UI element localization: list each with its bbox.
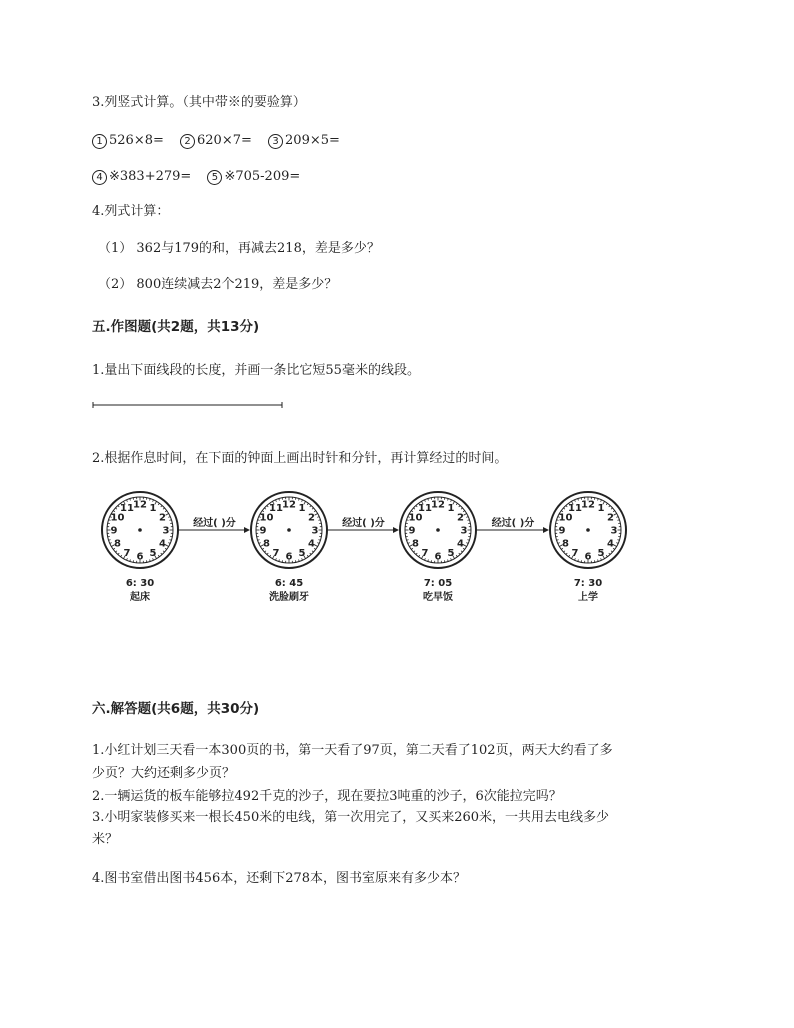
section-5-q1: 1.量出下面线段的长度，并画一条比它短55毫米的线段。: [92, 363, 420, 378]
arrow-head-icon: [543, 527, 549, 533]
clock-tick: [425, 500, 426, 502]
calc-expression: 620×7=: [197, 133, 252, 148]
clock-number: 6: [584, 551, 592, 563]
clock-tick: [609, 553, 610, 554]
clock-number: 7: [421, 548, 429, 560]
clock-number: 12: [282, 499, 296, 511]
clock-number: 5: [447, 548, 455, 560]
clock-number: 1: [597, 502, 605, 514]
circled-number: 2: [180, 134, 195, 149]
calc-expression: ※705-209=: [224, 169, 301, 184]
q3-title: 3.列竖式计算。（其中带※的要验算）: [92, 95, 306, 110]
clock-number: 3: [311, 525, 319, 537]
clock-number: 4: [607, 538, 615, 550]
clock-tick: [153, 500, 154, 502]
section-5-q2: 2.根据作息时间，在下面的钟面上画出时针和分针，再计算经过的时间。: [92, 451, 508, 466]
clock-tick: [609, 505, 610, 506]
clock-number: 9: [408, 525, 416, 537]
clock-tick: [611, 508, 612, 509]
clock-center-dot: [586, 528, 590, 532]
clock-tick: [264, 551, 265, 552]
arrow-label: 经过( )分: [193, 518, 236, 529]
clock-tick: [168, 543, 170, 544]
arrow-head-icon: [393, 527, 399, 533]
clock-number: 11: [418, 502, 432, 514]
clock-number: 7: [571, 548, 579, 560]
clock-number: 3: [610, 525, 618, 537]
clock-tick: [267, 553, 268, 554]
clock-tick: [270, 555, 271, 557]
clock-tick: [611, 551, 612, 552]
clock-tick: [606, 555, 607, 557]
circled-number: 1: [92, 134, 107, 149]
clock-number: 2: [159, 512, 167, 524]
clock-tick: [451, 500, 452, 502]
clock-tick: [158, 555, 159, 557]
clock-tick: [616, 543, 618, 544]
clock-number: 10: [259, 512, 274, 524]
q4-item-1: （1） 362与179的和，再减去218，差是多少？: [98, 241, 380, 256]
clock-number: 1: [149, 502, 157, 514]
clock-tick: [408, 543, 410, 544]
clock-tick: [110, 543, 112, 544]
section-6-q3-line2: 米？: [92, 832, 119, 847]
clock-diagram: [96, 486, 636, 606]
clock-number: 9: [110, 525, 118, 537]
clock-tick: [115, 551, 116, 552]
clock-number: 4: [308, 538, 316, 550]
section-6-q1-line1: 1.小红计划三天看一本300页的书，第一天看了97页，第二天看了102页，两天大约看了多: [92, 743, 613, 758]
clock-number: 7: [123, 548, 131, 560]
clock-tick: [601, 500, 602, 502]
clock-tick: [461, 508, 462, 509]
clock-tick: [616, 517, 618, 518]
section-5-title: 五.作图题(共2题，共13分): [92, 319, 260, 335]
section-6-q1-line2: 少页？大约还剩多少页？: [92, 766, 236, 781]
clock-tick: [466, 517, 468, 518]
clock-tick: [456, 555, 457, 557]
calc-item-4: [92, 169, 191, 184]
calc-row-1: [92, 132, 352, 150]
clock-tick: [569, 555, 570, 557]
section-6-q2: 2.一辆运货的板车能够拉492千克的沙子，现在要拉3吨重的沙子，6次能拉完吗？: [92, 789, 562, 804]
clock-tick: [115, 508, 116, 509]
clock-number: 6: [434, 551, 442, 563]
clock-tick: [466, 543, 468, 544]
clock-number: 5: [597, 548, 605, 560]
clock-tick: [161, 505, 162, 506]
clock-number: 8: [262, 538, 270, 550]
clock-center-dot: [287, 528, 291, 532]
clock-tick: [317, 543, 319, 544]
clock-tick: [307, 555, 308, 557]
calc-item-5: [207, 169, 300, 184]
clock-label: 上学: [578, 592, 598, 603]
clock-number: 1: [298, 502, 306, 514]
clock-tick: [264, 508, 265, 509]
circled-number: 4: [92, 170, 107, 185]
q4-title: 4.列式计算：: [92, 204, 170, 219]
clock-tick: [563, 551, 564, 552]
clock-number: 8: [561, 538, 569, 550]
clock-number: 3: [162, 525, 170, 537]
clock-number: 6: [285, 551, 293, 563]
section-6-title: 六.解答题(共6题，共30分): [92, 701, 260, 717]
clock-number: 8: [113, 538, 121, 550]
clock-number: 5: [149, 548, 157, 560]
clock-number: 2: [457, 512, 465, 524]
clock-tick: [456, 503, 457, 505]
clock-tick: [312, 508, 313, 509]
clock-tick: [459, 505, 460, 506]
clock-tick: [413, 508, 414, 509]
clock-tick: [317, 517, 319, 518]
clock-number: 5: [298, 548, 306, 560]
circled-number: 3: [268, 134, 283, 149]
clock-tick: [259, 543, 261, 544]
arrow-label: 经过( )分: [342, 518, 385, 529]
calc-expression: ※383+279=: [109, 169, 192, 184]
clock-tick: [413, 551, 414, 552]
clock-number: 1: [447, 502, 455, 514]
clock-number: 8: [411, 538, 419, 550]
clock-number: 2: [607, 512, 615, 524]
clock-tick: [307, 503, 308, 505]
clock-number: 11: [568, 502, 582, 514]
clock-tick: [563, 508, 564, 509]
clock-number: 3: [460, 525, 468, 537]
measure-line-segment: [90, 400, 290, 412]
clock-tick: [163, 551, 164, 552]
section-6-q4: 4.图书室借出图书456本，还剩下278本，图书室原来有多少本？: [92, 871, 467, 886]
clock-number: 6: [136, 551, 144, 563]
clock-number: 9: [558, 525, 566, 537]
calc-item-3: [268, 133, 340, 148]
clock-number: 4: [457, 538, 465, 550]
clock-time: 6: 30: [125, 578, 155, 589]
calc-item-2: [180, 133, 252, 148]
clock-tick: [566, 553, 567, 554]
clock-tick: [575, 500, 576, 502]
clock-tick: [416, 553, 417, 554]
clock-number: 10: [408, 512, 423, 524]
clock-number: 10: [110, 512, 125, 524]
clock-number: 4: [159, 538, 167, 550]
calc-row-2: [92, 168, 312, 186]
clock-number: 10: [558, 512, 573, 524]
clock-number: 2: [308, 512, 316, 524]
clock-tick: [302, 500, 303, 502]
clock-tick: [158, 503, 159, 505]
clock-label: 起床: [130, 592, 150, 603]
clock-tick: [121, 555, 122, 557]
clock-tick: [558, 543, 560, 544]
clock-number: 11: [120, 502, 134, 514]
clock-tick: [310, 553, 311, 554]
clock-tick: [312, 551, 313, 552]
clock-tick: [419, 555, 420, 557]
clock-tick: [161, 553, 162, 554]
calc-expression: 526×8=: [109, 133, 164, 148]
clock-tick: [459, 553, 460, 554]
clock-center-dot: [436, 528, 440, 532]
clock-number: 7: [272, 548, 280, 560]
clock-time: 6: 45: [274, 578, 304, 589]
clock-tick: [168, 517, 170, 518]
clock-number: 11: [269, 502, 283, 514]
clock-tick: [606, 503, 607, 505]
calc-item-1: [92, 133, 164, 148]
clock-time: 7: 05: [423, 578, 453, 589]
arrow-head-icon: [244, 527, 250, 533]
clock-tick: [163, 508, 164, 509]
clock-tick: [118, 553, 119, 554]
clock-number: 12: [581, 499, 595, 511]
clock-number: 12: [133, 499, 147, 511]
clock-label: 洗脸刷牙: [269, 592, 309, 603]
clock-time: 7: 30: [573, 578, 603, 589]
clock-label: 吃早饭: [423, 592, 453, 603]
arrow-label: 经过( )分: [491, 518, 535, 529]
clock-number: 9: [259, 525, 267, 537]
section-6-q3-line1: 3.小明家装修买来一根长450米的电线，第一次用完了，又买来260米，一共用去电线多少: [92, 810, 610, 825]
clock-tick: [127, 500, 128, 502]
clock-center-dot: [138, 528, 142, 532]
q4-item-2: （2） 800连续减去2个219，差是多少？: [98, 277, 338, 292]
circled-number: 5: [207, 170, 222, 185]
clock-number: 12: [431, 499, 445, 511]
clock-tick: [276, 500, 277, 502]
clock-tick: [310, 505, 311, 506]
calc-expression: 209×5=: [285, 133, 340, 148]
clock-tick: [461, 551, 462, 552]
